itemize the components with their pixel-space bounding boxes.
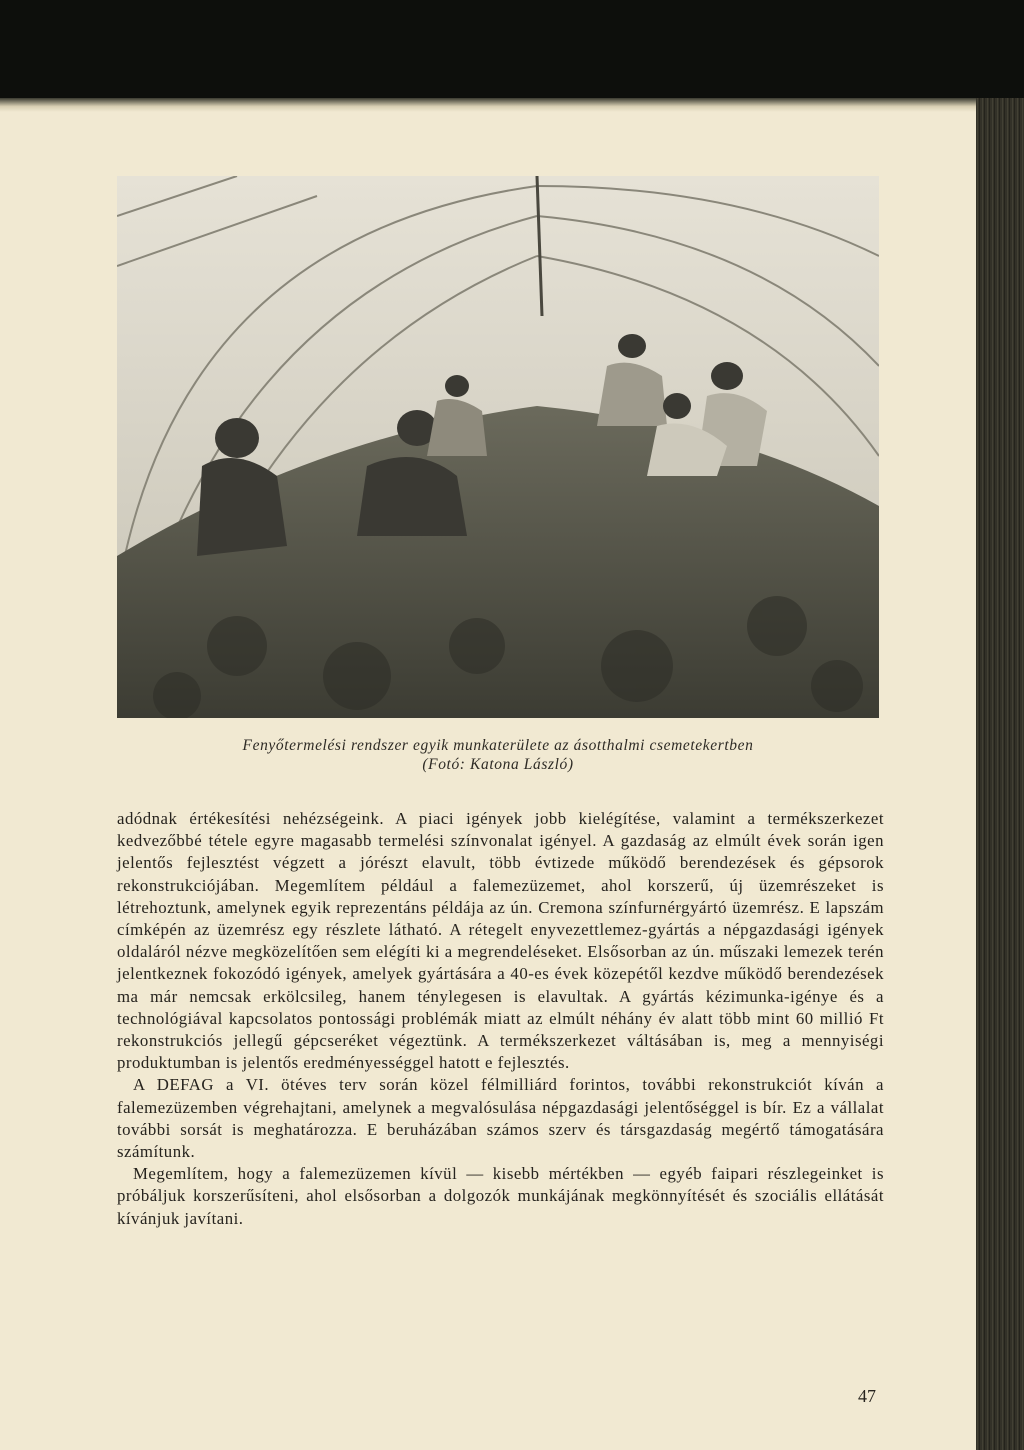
paragraph-3: Megemlítem, hogy a falemezüzemen kívül — kisebb mértékben — egyéb faipari részlegeinket is próbáljuk korszerűsíteni, ahol elsősorban a dolgozók munkájának megkönnyítését és szociális ellátását kívánjuk javítani.: [117, 1164, 884, 1228]
greenhouse-photo: [117, 176, 879, 718]
paragraph-2: A DEFAG a VI. ötéves terv során közel félmilliárd forintos, további rekonstrukciót kíván a falemezüzemben végrehajtani, amelynek a megvalósulása népgazdasági jelentőséggel is bír. Ez a vállalat további sorsát is meghatározza. E beruházában számos szerv és társgazdaság megértő támogatására számítunk.: [117, 1075, 884, 1162]
caption-credit: (Fotó: Katona László): [422, 756, 574, 773]
article-body: [117, 808, 884, 1230]
page-number: 47: [858, 1386, 876, 1406]
paragraph-1: adódnak értékesítési nehézségeink. A piaci igények jobb kielégítése, valamint a termékszerkezet kedvezőbbé tétele egyre magasabb termelési színvonalat igényel. A gazdaság az elmúlt évek során igen jelentős fejlesztést végzett a jórészt elavult, több évtizede működő berendezések és gépsorok rekonstrukciójában. Megemlítem például a falemezüzemet, ahol korszerű, új üzemrészeket is létrehoztunk, amelynek egyik reprezentáns példája az ún. Cremona színfurnérgyártó üzemrész. E lapszám címképén az üzemrész egy részlete látható. A rétegelt enyvezettlemez-gyártás a népgazdasági igények oldaláról nézve megközelítően sem elégíti ki a megrendeléseket. Elsősorban az ún. műszaki lemezek terén jelentkeznek fokozódó igények, amelyek gyártására a 40-es évek közepétől kezdve működő berendezések ma már nemcsak erkölcsileg, hanem ténylegesen is elavultak. A gyártás kézimunka-igénye és a technológiával kapcsolatos pontossági problémák miatt az elmúlt néhány év alatt több mint 60 millió Ft rekonstrukciós jellegű gépcseréket végeztünk. A termékszerkezet váltásában is, meg a mennyiségi produktumban is jelentős eredményességgel hatott e fejlesztés.: [117, 809, 884, 1073]
book-spine-edge: [976, 98, 1024, 1450]
page-edge-shadow: [0, 98, 976, 112]
caption-title: Fenyőtermelési rendszer egyik munkaterülete az ásotthalmi csemetekertben: [242, 737, 754, 754]
photo-caption: [117, 736, 879, 774]
